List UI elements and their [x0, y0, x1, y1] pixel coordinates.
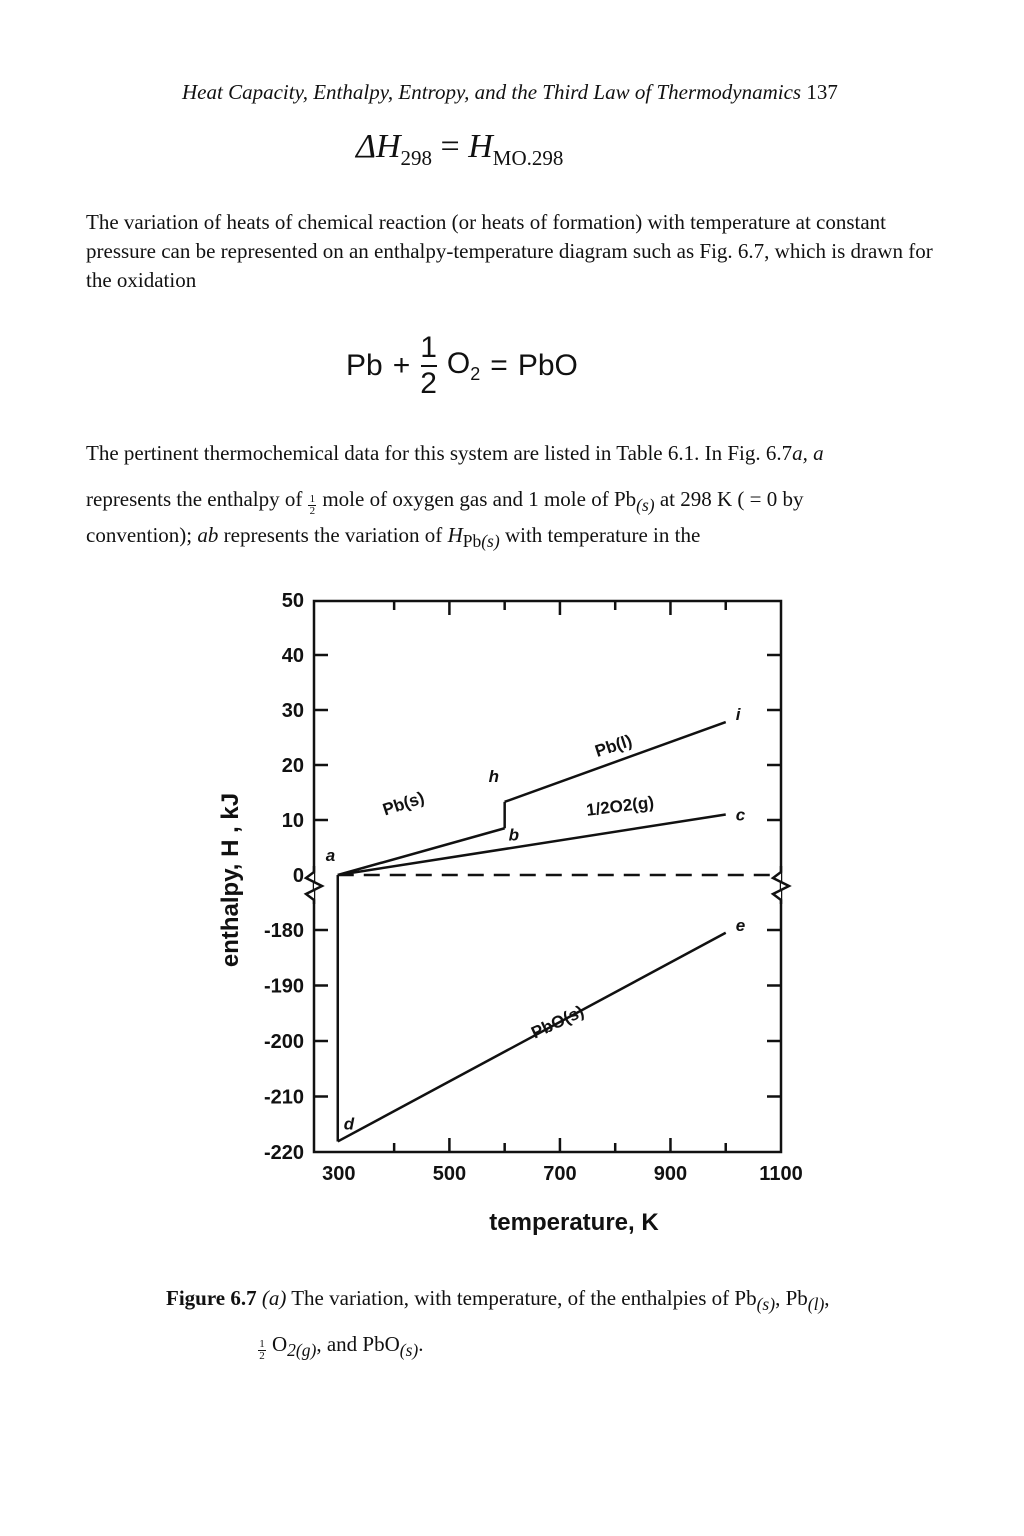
p2-line3-H: H	[447, 523, 463, 547]
p2-line3-sub-s: (s)	[481, 531, 500, 552]
x-tick-label: 1100	[759, 1163, 803, 1185]
point-label-i: i	[735, 705, 741, 725]
y-tick-label: 30	[281, 700, 304, 722]
caption-sub2: (l)	[807, 1294, 825, 1315]
caption-sub3: (s)	[399, 1340, 419, 1361]
x-tick-label: 700	[543, 1163, 577, 1185]
p2-line2-c: at 298 K ( = 0 by	[654, 487, 804, 511]
tick-labels	[264, 590, 803, 1185]
point-label-a: a	[325, 846, 336, 865]
series-line-pbo-s-	[338, 933, 726, 1142]
point-label-d: d	[343, 1114, 355, 1134]
o2-sub: 2	[470, 364, 481, 384]
o2-symbol: O	[446, 347, 471, 380]
caption-o2: O	[272, 1332, 288, 1357]
caption-sep1: , Pb	[775, 1286, 808, 1310]
series-lines	[338, 722, 771, 1141]
caption-half-fraction	[258, 1339, 266, 1362]
p2-half-den: 2	[309, 505, 316, 517]
p2-line3-c: with temperature in the	[499, 523, 701, 547]
label-pb-s: Pb(s)	[380, 788, 427, 820]
eq1-lhs-sub: 298	[400, 146, 433, 170]
caption-part: (a)	[261, 1286, 287, 1310]
y-tick-label: -200	[263, 1031, 304, 1053]
right-axis-break	[773, 866, 789, 904]
frac-num: 1	[420, 331, 437, 364]
p2-half-num: 1	[309, 493, 316, 505]
eq1-rhs-sub: MO.298	[492, 146, 564, 170]
y-tick-label: 40	[281, 645, 304, 667]
x-tick-label: 900	[653, 1163, 688, 1185]
y-tick-label: -190	[263, 975, 304, 998]
eq1-lhs: ΔH	[356, 128, 401, 165]
x-tick-label: 500	[432, 1163, 467, 1185]
caption-text2: , and PbO	[316, 1332, 400, 1357]
caption-label: Figure 6.7	[166, 1286, 257, 1310]
label-o2-g: 1/2O2(g)	[585, 792, 655, 820]
y-tick-label: -180	[263, 920, 304, 942]
caption-o2-sub: 2(g)	[287, 1340, 317, 1361]
p2-line2-a: represents the enthalpy of	[86, 487, 303, 511]
point-label-h: h	[488, 766, 500, 786]
p2-line3-b: represents the variation of	[218, 523, 448, 547]
y-axis-label: enthalpy, H , kJ	[217, 792, 244, 968]
y-tick-label: 20	[281, 755, 304, 777]
series-line-1-2o2-g-	[338, 815, 726, 876]
plus-sign: +	[392, 349, 411, 382]
point-label-b: b	[508, 825, 520, 845]
running-title: Heat Capacity, Enthalpy, Entropy, and the Third Law of Thermodynamics	[182, 80, 802, 104]
eq1-rhs: H	[468, 128, 493, 165]
reaction-equals: =	[490, 349, 508, 382]
p2-line2-b: mole of oxygen gas and 1 mole of Pb	[322, 487, 637, 511]
reactant-pb: Pb	[346, 349, 383, 382]
product-pbo: PbO	[517, 349, 578, 382]
caption-half-num: 1	[259, 1338, 265, 1351]
p2-line3-a: convention);	[86, 523, 198, 547]
caption-line-1	[166, 1278, 946, 1324]
caption-sep2: ,	[824, 1286, 830, 1310]
y-tick-label: 50	[281, 590, 304, 612]
caption-end: .	[418, 1332, 424, 1357]
paragraph-1: The variation of heats of chemical reaction (or heats of formation) with temperature at constant pressure can be represented on an enthalpy-temperature diagram such as Fig. 6.7, which is drawn for the oxidation	[86, 210, 933, 292]
caption-half-den: 2	[259, 1350, 265, 1363]
frac-den: 2	[420, 367, 437, 400]
point-label-e: e	[735, 915, 746, 935]
p2-line2-sub: (s)	[636, 495, 655, 516]
caption-text1: The variation, with temperature, of the enthalpies of Pb	[286, 1286, 757, 1310]
y-tick-label: -210	[263, 1086, 304, 1109]
y-tick-label: 10	[281, 810, 304, 832]
p2-line1-text: The pertinent thermochemical data for this system are listed in Table 6.1. In Fig. 6.7	[86, 441, 793, 465]
p2-line3-italic: ab	[197, 523, 219, 547]
y-tick-label: -220	[263, 1142, 304, 1164]
eq1-equals: =	[440, 128, 460, 165]
left-axis-break	[306, 866, 322, 904]
point-label-c: c	[735, 805, 746, 825]
p2-line3-sub-pb: Pb	[462, 531, 482, 552]
label-pb-l: Pb(l)	[592, 731, 635, 761]
label-pbo-s: PbO(s)	[528, 1001, 587, 1043]
series-labels	[380, 731, 655, 1042]
x-tick-label: 300	[322, 1163, 356, 1185]
caption-line-2	[166, 1324, 946, 1370]
series-line-pb-l-	[505, 722, 726, 802]
caption-sub1: (s)	[756, 1294, 776, 1315]
figure-caption	[166, 1278, 946, 1370]
x-axis-label: temperature, K	[489, 1209, 659, 1236]
y-tick-label: 0	[292, 865, 304, 887]
tick-marks	[314, 601, 781, 1152]
p2-line1-italic: a, a	[792, 441, 824, 465]
page-number: 137	[806, 80, 838, 104]
point-labels	[326, 705, 746, 1133]
plot-frame	[314, 601, 781, 1152]
